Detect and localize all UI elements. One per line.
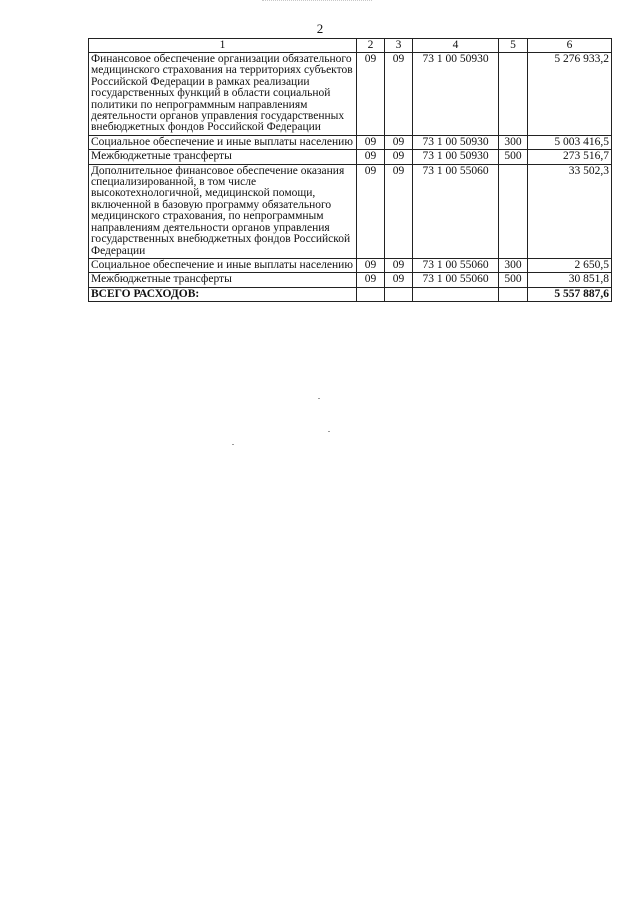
expenditure-table bbox=[88, 38, 612, 302]
row-target-article: 73 1 00 55060 bbox=[413, 258, 499, 272]
total-label: ВСЕГО РАСХОДОВ: bbox=[89, 287, 357, 301]
row-expense-type: 500 bbox=[499, 150, 528, 164]
row-target-article: 73 1 00 50930 bbox=[413, 150, 499, 164]
table-row bbox=[89, 164, 612, 258]
page-number: 2 bbox=[316, 21, 324, 36]
row-subsection: 09 bbox=[385, 53, 413, 136]
row-name: Межбюджетные трансферты bbox=[89, 150, 357, 164]
column-header: 4 bbox=[413, 39, 499, 53]
table-row bbox=[89, 258, 612, 272]
total-amount: 5 557 887,6 bbox=[528, 287, 612, 301]
row-amount: 273 516,7 bbox=[528, 150, 612, 164]
total-empty-cell bbox=[413, 287, 499, 301]
row-subsection: 09 bbox=[385, 164, 413, 258]
row-expense-type bbox=[499, 164, 528, 258]
table-row bbox=[89, 150, 612, 164]
column-header: 6 bbox=[528, 39, 612, 53]
row-name: Межбюджетные трансферты bbox=[89, 273, 357, 287]
row-target-article: 73 1 00 55060 bbox=[413, 273, 499, 287]
row-target-article: 73 1 00 50930 bbox=[413, 53, 499, 136]
row-expense-type: 500 bbox=[499, 273, 528, 287]
total-empty-cell bbox=[385, 287, 413, 301]
table-header-row bbox=[89, 39, 612, 53]
row-section: 09 bbox=[357, 135, 385, 149]
row-subsection: 09 bbox=[385, 273, 413, 287]
total-row bbox=[89, 287, 612, 301]
row-target-article: 73 1 00 55060 bbox=[413, 164, 499, 258]
column-header: 2 bbox=[357, 39, 385, 53]
row-expense-type: 300 bbox=[499, 258, 528, 272]
table-row bbox=[89, 53, 612, 136]
scan-artifact bbox=[328, 431, 330, 432]
row-amount: 2 650,5 bbox=[528, 258, 612, 272]
row-subsection: 09 bbox=[385, 135, 413, 149]
row-name: Финансовое обеспечение организации обязательного медицинского страхования на территориях субъектов Российской Федерации в рамках реализации государственных функций в области социальной политики по непрограммным направлениям деятельности органов управления государственных внебюджетных фондов Российской Федерации bbox=[89, 53, 357, 136]
row-target-article: 73 1 00 50930 bbox=[413, 135, 499, 149]
row-name: Социальное обеспечение и иные выплаты населению bbox=[89, 258, 357, 272]
row-subsection: 09 bbox=[385, 150, 413, 164]
row-expense-type: 300 bbox=[499, 135, 528, 149]
total-empty-cell bbox=[499, 287, 528, 301]
row-amount: 30 851,8 bbox=[528, 273, 612, 287]
row-name: Социальное обеспечение и иные выплаты населению bbox=[89, 135, 357, 149]
row-section: 09 bbox=[357, 273, 385, 287]
row-section: 09 bbox=[357, 150, 385, 164]
row-expense-type bbox=[499, 53, 528, 136]
scan-artifact bbox=[318, 398, 320, 399]
row-section: 09 bbox=[357, 53, 385, 136]
row-subsection: 09 bbox=[385, 258, 413, 272]
scan-artifact bbox=[262, 0, 372, 4]
row-name: Дополнительное финансовое обеспечение оказания специализированной, в том числе высокотехнологичной, медицинской помощи, включенной в базовую программу обязательного медицинского страхования, по непрограммным направлениям деятельности органов управления государственных внебюджетных фондов Российской Федерации bbox=[89, 164, 357, 258]
column-header: 1 bbox=[89, 39, 357, 53]
row-amount: 5 276 933,2 bbox=[528, 53, 612, 136]
column-header: 5 bbox=[499, 39, 528, 53]
table-row bbox=[89, 135, 612, 149]
total-empty-cell bbox=[357, 287, 385, 301]
table-row bbox=[89, 273, 612, 287]
row-amount: 5 003 416,5 bbox=[528, 135, 612, 149]
row-amount: 33 502,3 bbox=[528, 164, 612, 258]
row-section: 09 bbox=[357, 164, 385, 258]
column-header: 3 bbox=[385, 39, 413, 53]
row-section: 09 bbox=[357, 258, 385, 272]
scan-artifact bbox=[232, 444, 234, 445]
